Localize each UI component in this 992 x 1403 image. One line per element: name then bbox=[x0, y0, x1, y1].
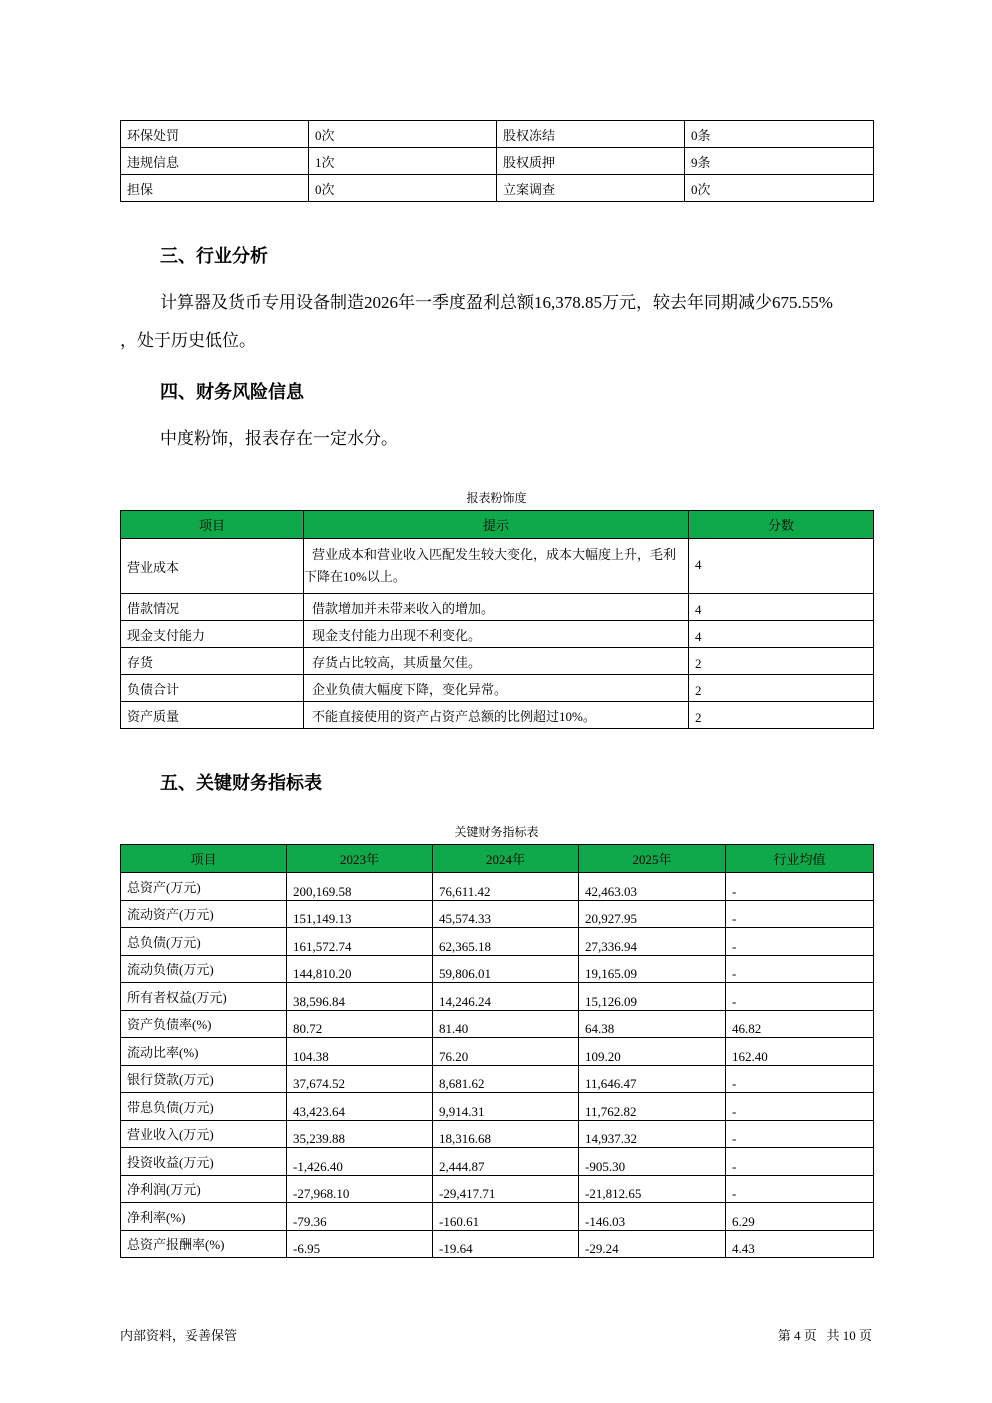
score-cell: 4 bbox=[689, 621, 874, 648]
indicator-value-cell: 104.38 bbox=[287, 1038, 433, 1066]
indicator-value-cell: - bbox=[726, 955, 874, 983]
indicator-name-cell: 流动比率(%) bbox=[121, 1038, 287, 1066]
risk-label: 立案调查 bbox=[497, 175, 685, 202]
footer-page-number: 第 4 页 共 10 页 bbox=[777, 1328, 872, 1343]
indicator-name-cell: 营业收入(万元) bbox=[121, 1120, 287, 1148]
table-row bbox=[121, 702, 874, 729]
column-header: 项目 bbox=[121, 511, 304, 539]
indicator-value-cell: -21,812.65 bbox=[579, 1175, 726, 1203]
table-row bbox=[121, 1065, 874, 1093]
table-row bbox=[121, 928, 874, 956]
indicator-value-cell: 43,423.64 bbox=[287, 1093, 433, 1121]
item-cell: 存货 bbox=[121, 648, 304, 675]
indicator-value-cell: 76.20 bbox=[433, 1038, 579, 1066]
column-header: 2025年 bbox=[579, 845, 726, 873]
column-header: 分数 bbox=[689, 511, 874, 539]
indicator-value-cell: - bbox=[726, 1120, 874, 1148]
hint-line: 营业成本和营业收入匹配发生较大变化，成本大幅度上升，毛利 bbox=[312, 547, 677, 562]
risk-label: 股权冻结 bbox=[497, 121, 685, 148]
indicator-value-cell: 151,149.13 bbox=[287, 900, 433, 928]
indicator-value-cell: 6.29 bbox=[726, 1203, 874, 1231]
table-row bbox=[121, 1203, 874, 1231]
score-cell: 4 bbox=[689, 539, 874, 594]
financial-risk-text: 中度粉饰，报表存在一定水分。 bbox=[160, 429, 398, 448]
table-row bbox=[121, 675, 874, 702]
indicator-name-cell: 流动负债(万元) bbox=[121, 955, 287, 983]
indicator-value-cell: 11,646.47 bbox=[579, 1065, 726, 1093]
table-row bbox=[121, 175, 874, 202]
indicator-name-cell: 资产负债率(%) bbox=[121, 1010, 287, 1038]
indicator-value-cell: -27,968.10 bbox=[287, 1175, 433, 1203]
risk-label: 违规信息 bbox=[121, 148, 309, 175]
item-cell: 负债合计 bbox=[121, 675, 304, 702]
column-header: 2024年 bbox=[433, 845, 579, 873]
indicator-value-cell: - bbox=[726, 983, 874, 1011]
industry-analysis-text-line2: ，处于历史低位。 bbox=[120, 331, 256, 350]
risk-value: 1次 bbox=[309, 148, 497, 175]
hint-cell: 企业负债大幅度下降，变化异常。 bbox=[304, 675, 689, 702]
indicator-table bbox=[120, 844, 874, 1258]
indicator-name-cell: 投资收益(万元) bbox=[121, 1148, 287, 1176]
table-row bbox=[121, 1175, 874, 1203]
indicator-value-cell: 200,169.58 bbox=[287, 873, 433, 901]
indicator-value-cell: 80.72 bbox=[287, 1010, 433, 1038]
column-header: 行业均值 bbox=[726, 845, 874, 873]
indicator-value-cell: 59,806.01 bbox=[433, 955, 579, 983]
item-cell: 资产质量 bbox=[121, 702, 304, 729]
indicator-value-cell: -146.03 bbox=[579, 1203, 726, 1231]
indicator-value-cell: 27,336.94 bbox=[579, 928, 726, 956]
hint-cell: 存货占比较高，其质量欠佳。 bbox=[304, 648, 689, 675]
indicator-value-cell: 18,316.68 bbox=[433, 1120, 579, 1148]
hint-cell: 不能直接使用的资产占资产总额的比例超过10%。 bbox=[304, 702, 689, 729]
indicator-value-cell: 9,914.31 bbox=[433, 1093, 579, 1121]
column-header: 2023年 bbox=[287, 845, 433, 873]
indicator-value-cell: -160.61 bbox=[433, 1203, 579, 1231]
indicator-value-cell: 161,572.74 bbox=[287, 928, 433, 956]
score-cell: 4 bbox=[689, 594, 874, 621]
indicator-name-cell: 银行贷款(万元) bbox=[121, 1065, 287, 1093]
score-cell: 2 bbox=[689, 702, 874, 729]
indicator-value-cell: - bbox=[726, 1175, 874, 1203]
whitewash-table bbox=[120, 510, 874, 729]
indicator-value-cell: -905.30 bbox=[579, 1148, 726, 1176]
section-heading-industry-analysis: 三、行业分析 bbox=[160, 246, 268, 267]
indicator-table-caption: 关键财务指标表 bbox=[454, 825, 539, 839]
table-header-row bbox=[121, 845, 874, 873]
table-row bbox=[121, 1120, 874, 1148]
risk-summary-table bbox=[120, 120, 874, 202]
section-heading-key-indicators: 五、关键财务指标表 bbox=[160, 773, 322, 794]
indicator-value-cell: 76,611.42 bbox=[433, 873, 579, 901]
indicator-value-cell: 14,246.24 bbox=[433, 983, 579, 1011]
indicator-name-cell: 总负债(万元) bbox=[121, 928, 287, 956]
indicator-value-cell: 2,444.87 bbox=[433, 1148, 579, 1176]
risk-label: 环保处罚 bbox=[121, 121, 309, 148]
indicator-value-cell: 4.43 bbox=[726, 1230, 874, 1258]
indicator-value-cell: - bbox=[726, 928, 874, 956]
score-cell: 2 bbox=[689, 648, 874, 675]
indicator-value-cell: 64.38 bbox=[579, 1010, 726, 1038]
item-cell: 营业成本 bbox=[121, 539, 304, 594]
indicator-name-cell: 净利率(%) bbox=[121, 1203, 287, 1231]
table-row bbox=[121, 539, 874, 594]
hint-cell bbox=[304, 539, 689, 594]
column-header: 提示 bbox=[304, 511, 689, 539]
risk-label: 担保 bbox=[121, 175, 309, 202]
indicator-value-cell: -29,417.71 bbox=[433, 1175, 579, 1203]
indicator-value-cell: - bbox=[726, 1065, 874, 1093]
hint-cell: 借款增加并未带来收入的增加。 bbox=[304, 594, 689, 621]
table-row bbox=[121, 148, 874, 175]
risk-value: 0次 bbox=[685, 175, 874, 202]
indicator-value-cell: 14,937.32 bbox=[579, 1120, 726, 1148]
indicator-value-cell: 8,681.62 bbox=[433, 1065, 579, 1093]
indicator-value-cell: 46.82 bbox=[726, 1010, 874, 1038]
indicator-value-cell: 37,674.52 bbox=[287, 1065, 433, 1093]
indicator-value-cell: 38,596.84 bbox=[287, 983, 433, 1011]
indicator-value-cell: - bbox=[726, 1093, 874, 1121]
table-row bbox=[121, 873, 874, 901]
whitewash-table-caption: 报表粉饰度 bbox=[466, 491, 527, 505]
indicator-name-cell: 所有者权益(万元) bbox=[121, 983, 287, 1011]
item-cell: 现金支付能力 bbox=[121, 621, 304, 648]
indicator-value-cell: 45,574.33 bbox=[433, 900, 579, 928]
risk-value: 0次 bbox=[309, 121, 497, 148]
table-row bbox=[121, 1230, 874, 1258]
indicator-value-cell: - bbox=[726, 900, 874, 928]
indicator-value-cell: -79.36 bbox=[287, 1203, 433, 1231]
indicator-value-cell: 81.40 bbox=[433, 1010, 579, 1038]
score-cell: 2 bbox=[689, 675, 874, 702]
indicator-value-cell: 20,927.95 bbox=[579, 900, 726, 928]
table-row bbox=[121, 648, 874, 675]
footer-confidential-note: 内部资料，妥善保管 bbox=[120, 1328, 238, 1343]
table-row bbox=[121, 983, 874, 1011]
indicator-name-cell: 总资产报酬率(%) bbox=[121, 1230, 287, 1258]
indicator-name-cell: 带息负债(万元) bbox=[121, 1093, 287, 1121]
risk-value: 9条 bbox=[685, 148, 874, 175]
indicator-value-cell: - bbox=[726, 873, 874, 901]
table-row bbox=[121, 1038, 874, 1066]
indicator-value-cell: 109.20 bbox=[579, 1038, 726, 1066]
risk-value: 0条 bbox=[685, 121, 874, 148]
indicator-name-cell: 流动资产(万元) bbox=[121, 900, 287, 928]
indicator-value-cell: -1,426.40 bbox=[287, 1148, 433, 1176]
indicator-value-cell: 35,239.88 bbox=[287, 1120, 433, 1148]
indicator-value-cell: - bbox=[726, 1148, 874, 1176]
table-row bbox=[121, 621, 874, 648]
table-row bbox=[121, 594, 874, 621]
table-row bbox=[121, 121, 874, 148]
indicator-value-cell: 144,810.20 bbox=[287, 955, 433, 983]
item-cell: 借款情况 bbox=[121, 594, 304, 621]
table-row bbox=[121, 1148, 874, 1176]
indicator-value-cell: 162.40 bbox=[726, 1038, 874, 1066]
table-row bbox=[121, 955, 874, 983]
risk-value: 0次 bbox=[309, 175, 497, 202]
indicator-value-cell: -29.24 bbox=[579, 1230, 726, 1258]
indicator-value-cell: -6.95 bbox=[287, 1230, 433, 1258]
hint-cell: 现金支付能力出现不利变化。 bbox=[304, 621, 689, 648]
risk-label: 股权质押 bbox=[497, 148, 685, 175]
indicator-value-cell: 62,365.18 bbox=[433, 928, 579, 956]
indicator-value-cell: 11,762.82 bbox=[579, 1093, 726, 1121]
industry-analysis-text-line1: 计算器及货币专用设备制造2026年一季度盈利总额16,378.85万元，较去年同期减少675.55% bbox=[160, 293, 833, 312]
table-row bbox=[121, 1010, 874, 1038]
indicator-value-cell: 42,463.03 bbox=[579, 873, 726, 901]
indicator-value-cell: -19.64 bbox=[433, 1230, 579, 1258]
table-header-row bbox=[121, 511, 874, 539]
table-row bbox=[121, 1093, 874, 1121]
indicator-name-cell: 总资产(万元) bbox=[121, 873, 287, 901]
hint-line: 下降在10%以上。 bbox=[304, 569, 406, 584]
table-row bbox=[121, 900, 874, 928]
indicator-name-cell: 净利润(万元) bbox=[121, 1175, 287, 1203]
indicator-value-cell: 15,126.09 bbox=[579, 983, 726, 1011]
indicator-value-cell: 19,165.09 bbox=[579, 955, 726, 983]
column-header: 项目 bbox=[121, 845, 287, 873]
section-heading-financial-risk: 四、财务风险信息 bbox=[160, 382, 304, 403]
